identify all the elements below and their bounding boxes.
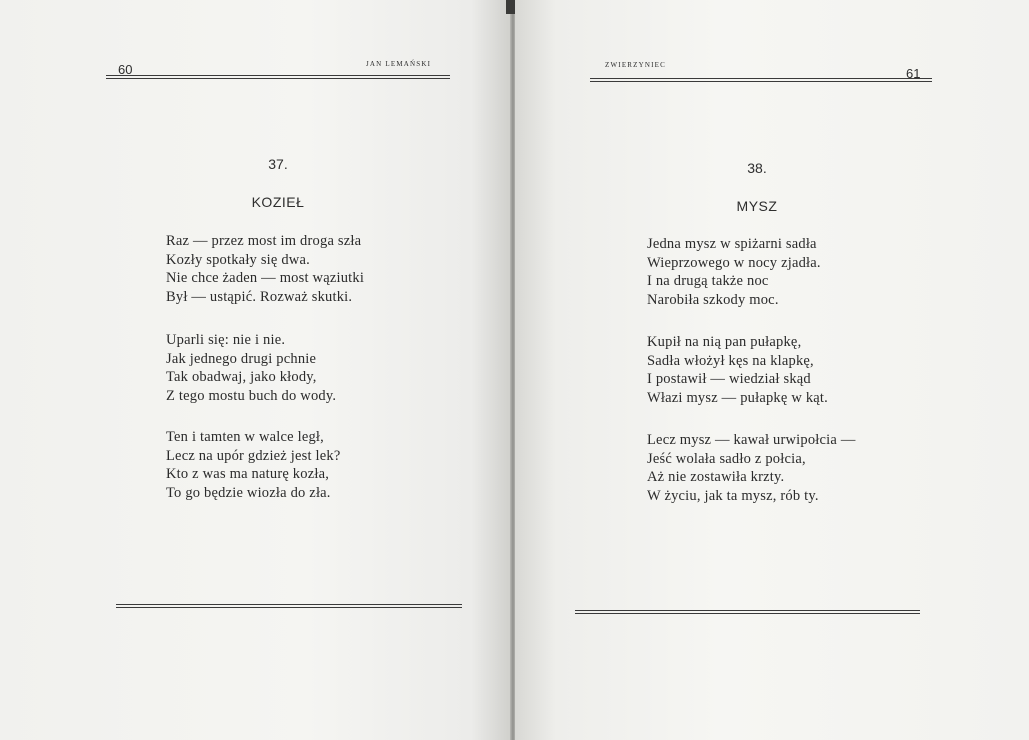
verse-line: Sadła włożył kęs na klapkę,	[647, 352, 814, 369]
page-number: 60	[118, 62, 133, 77]
verse-line: Jeść wolała sadło z połcia,	[647, 450, 806, 467]
verse-line: Lecz mysz — kawał urwipołcia —	[647, 432, 856, 448]
running-head: JAN LEMAŃSKI	[366, 60, 432, 68]
stanza	[166, 428, 340, 502]
verse-line: Lecz na upór gdzież jest lek?	[166, 447, 341, 464]
right-page	[515, 0, 1029, 740]
footer-rule	[575, 610, 920, 614]
verse-line: Jak jednego drugi pchnie	[166, 350, 317, 367]
verse-line: I postawił — wiedział skąd	[647, 371, 811, 388]
running-head: ZWIERZYNIEC	[605, 61, 667, 69]
poem-title: KOZIEŁ	[251, 194, 305, 210]
poem-number: 37.	[268, 156, 288, 172]
verse-line: Tak obadwaj, jako kłody,	[166, 369, 317, 386]
page-number: 61	[906, 66, 921, 81]
header-rule	[590, 78, 932, 82]
verse-line: Kozły spotkały się dwa.	[166, 251, 310, 268]
stanza	[647, 333, 828, 407]
verse-line: Jedna mysz w spiżarni sadła	[647, 236, 817, 252]
verse-line: Włazi mysz — pułapkę w kąt.	[647, 389, 828, 406]
verse-line: Uparli się: nie i nie.	[166, 332, 286, 348]
left-page	[0, 0, 512, 740]
stanza	[647, 431, 856, 505]
verse-line: Wieprzowego w nocy zjadła.	[647, 254, 821, 271]
verse-line: Aż nie zostawiła krzty.	[647, 469, 785, 486]
footer-rule	[116, 604, 462, 608]
verse-line: Narobiła szkody moc.	[647, 291, 779, 308]
verse-line: Nie chce żaden — most wąziutki	[166, 270, 365, 287]
verse-line: Raz — przez most im droga szła	[166, 233, 362, 249]
verse-line: Z tego mostu buch do wody.	[166, 387, 337, 404]
verse-line: Ten i tamten w walce legł,	[166, 429, 324, 445]
verse-line: Był — ustąpić. Rozważ skutki.	[166, 288, 353, 305]
verse-line: Kto z was ma naturę kozła,	[166, 466, 330, 483]
poem-title: MYSZ	[736, 198, 778, 214]
poem-number: 38.	[747, 160, 767, 176]
stanza	[166, 331, 336, 405]
verse-line: To go będzie wiozła do zła.	[166, 484, 331, 501]
stanza	[166, 232, 364, 306]
verse-line: I na drugą także noc	[647, 273, 769, 290]
stanza	[647, 235, 821, 309]
verse-line: Kupił na nią pan pułapkę,	[647, 334, 802, 350]
verse-line: W życiu, jak ta mysz, rób ty.	[647, 487, 819, 504]
header-rule	[106, 75, 450, 79]
